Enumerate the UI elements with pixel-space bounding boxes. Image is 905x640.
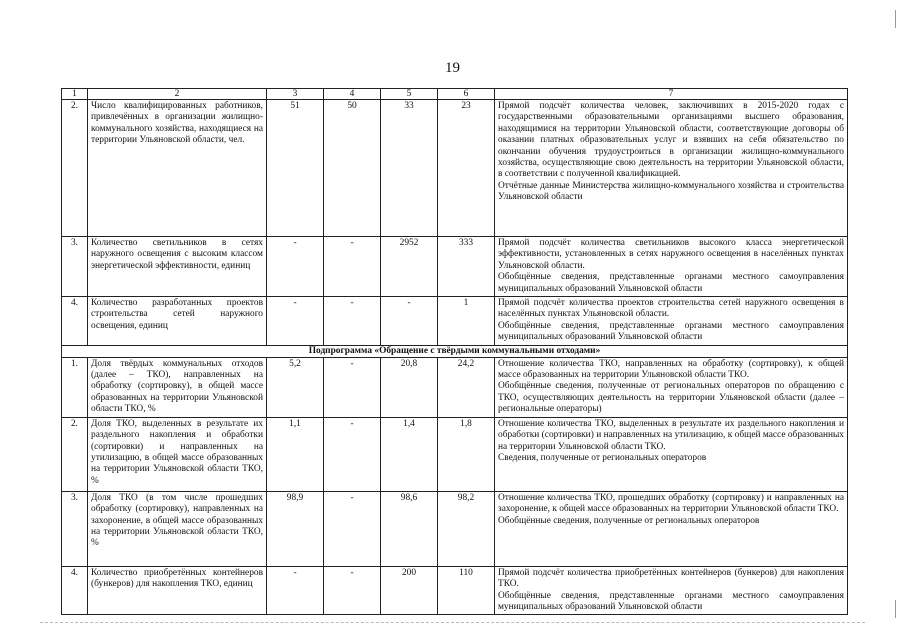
indicator-name: Доля ТКО (в том числе прошедших обработку (сортировку), направленных на захоронение, в общей массе образованных на территории Ульяновской области ТКО, %	[88, 491, 267, 566]
method-text: Прямой подсчёт количества человек, заключивших в 2015-2020 годах с государственными образовательными организациями высшего образования, находящимися на территории Ульяновской области, соответствующие договоры об оказании платных образовательных услуг и взявших на себя обязательство по окончании обучения трудоустроиться в организации жилищно-коммунального хозяйства, осуществляющие свою деятельность на территории Ульяновской области, в соответствии с полученной квалификацией.	[498, 101, 844, 180]
subprogram-row	[62, 345, 848, 357]
value-cell: 24,2	[438, 357, 495, 417]
method-text: Отношение количества ТКО, выделенных в результате их раздельного накопления и обработки (сортировки) и направленных на утилизацию, к общей массе образованных на территории Ульяновской области ТКО.	[498, 418, 844, 452]
value-cell: -	[381, 297, 438, 346]
method-text: Отношение количества ТКО, прошедших обработку (сортировку) и направленных на захоронение, к общей массе образованных на территории Ульяновской области ТКО.	[498, 492, 844, 515]
method-source: Обобщённые сведения, полученные от региональных операторов по обращению с ТКО, осуществляющих деятельность на территории Ульяновской области (далее – региональные операторы)	[498, 381, 844, 415]
scan-edge-mark	[895, 10, 896, 28]
method-source: Обобщённые сведения, представленные органами местного самоуправления муниципальных образований Ульяновской области	[498, 272, 844, 294]
header-cell: 7	[495, 89, 848, 100]
table-header-row	[62, 89, 848, 100]
method-source: Отчётные данные Министерства жилищно-коммунального хозяйства и строительства Ульяновской области	[498, 180, 844, 203]
indicator-name: Доля твёрдых коммунальных отходов (далее – ТКО), направленных на обработку (сортировку), в общей массе образованных на территории Ульяновской области ТКО, %	[88, 357, 267, 417]
value-cell: 110	[438, 566, 495, 615]
value-cell: -	[324, 417, 381, 491]
method-description	[495, 297, 848, 346]
value-cell: 51	[267, 100, 324, 237]
value-cell: 98,9	[267, 491, 324, 566]
value-cell: 5,2	[267, 357, 324, 417]
value-cell: -	[324, 566, 381, 615]
page-number: 19	[445, 60, 460, 76]
row-number: 3.	[62, 237, 88, 297]
row-number: 4.	[62, 566, 88, 615]
value-cell: 98,2	[438, 491, 495, 566]
value-cell: -	[324, 297, 381, 346]
table-row	[62, 491, 848, 566]
table-row	[62, 566, 848, 615]
method-description	[495, 566, 848, 615]
value-cell: 1,4	[381, 417, 438, 491]
value-cell: -	[267, 297, 324, 346]
indicator-name: Количество приобретённых контейнеров (бункеров) для накопления ТКО, единиц	[88, 566, 267, 615]
method-description	[495, 417, 848, 491]
indicator-name: Количество светильников в сетях наружного освещения с высоким классом энергетической эффективности, единиц	[88, 237, 267, 297]
header-cell: 4	[324, 89, 381, 100]
value-cell: -	[324, 491, 381, 566]
value-cell: 1,8	[438, 417, 495, 491]
table-row	[62, 357, 848, 417]
method-text: Прямой подсчёт количества приобретённых контейнеров (бункеров) для накопления ТКО.	[498, 567, 844, 590]
value-cell: 200	[381, 566, 438, 615]
value-cell: 98,6	[381, 491, 438, 566]
row-number: 2.	[62, 417, 88, 491]
header-cell: 1	[62, 89, 88, 100]
value-cell: 1	[438, 297, 495, 346]
value-cell: 2952	[381, 237, 438, 297]
method-text: Отношение количества ТКО, направленных на обработку (сортировку), к общей массе образованных на территории Ульяновской области ТКО.	[498, 358, 844, 381]
scan-edge-line	[40, 622, 865, 623]
indicator-name: Доля ТКО, выделенных в результате их раздельного накопления и обработки (сортировки) и направленных на утилизацию, в общей массе образованных на территории Ульяновской области ТКО, %	[88, 417, 267, 491]
indicator-name: Число квалифицированных работников, привлечённых в организации жилищно-коммунального хозяйства, находящиеся на территории Ульяновской области, чел.	[88, 100, 267, 237]
header-cell: 6	[438, 89, 495, 100]
table-row	[62, 297, 848, 346]
row-number: 2.	[62, 100, 88, 237]
row-number: 1.	[62, 357, 88, 417]
method-source: Обобщённые сведения, полученные от региональных операторов	[498, 515, 760, 526]
header-cell: 5	[381, 89, 438, 100]
method-description	[495, 357, 848, 417]
method-description	[495, 491, 848, 566]
scan-edge-mark	[895, 600, 896, 618]
value-cell: 1,1	[267, 417, 324, 491]
table-row	[62, 237, 848, 297]
value-cell: 33	[381, 100, 438, 237]
value-cell: -	[267, 566, 324, 615]
method-text: Прямой подсчёт количества проектов строительства сетей наружного освещения в населённых пунктах Ульяновской области.	[498, 298, 844, 320]
value-cell: -	[324, 237, 381, 297]
method-description	[495, 237, 848, 297]
table-row	[62, 417, 848, 491]
method-source: Обобщённые сведения, представленные органами местного самоуправления муниципальных образований Ульяновской области	[498, 320, 844, 343]
method-description	[495, 100, 848, 237]
value-cell: 20,8	[381, 357, 438, 417]
method-source: Сведения, полученные от региональных операторов	[498, 452, 707, 463]
value-cell: -	[267, 237, 324, 297]
header-cell: 2	[88, 89, 267, 100]
value-cell: -	[324, 357, 381, 417]
value-cell: 333	[438, 237, 495, 297]
row-number: 3.	[62, 491, 88, 566]
indicator-name: Количество разработанных проектов строительства сетей наружного освещения, единиц	[88, 297, 267, 346]
row-number: 4.	[62, 297, 88, 346]
table-row	[62, 100, 848, 237]
header-cell: 3	[267, 89, 324, 100]
method-source: Обобщённые сведения, представленные органами местного самоуправления муниципальных образований Ульяновской области	[498, 590, 844, 612]
value-cell: 50	[324, 100, 381, 237]
value-cell: 23	[438, 100, 495, 237]
indicators-table	[61, 88, 848, 615]
subprogram-title: Подпрограмма «Обращение с твёрдыми коммунальными отходами»	[62, 345, 848, 357]
method-text: Прямой подсчёт количества светильников высокого класса энергетической эффективности, установленных в сетях наружного освещения в населённых пунктах Ульяновской области.	[498, 238, 844, 271]
